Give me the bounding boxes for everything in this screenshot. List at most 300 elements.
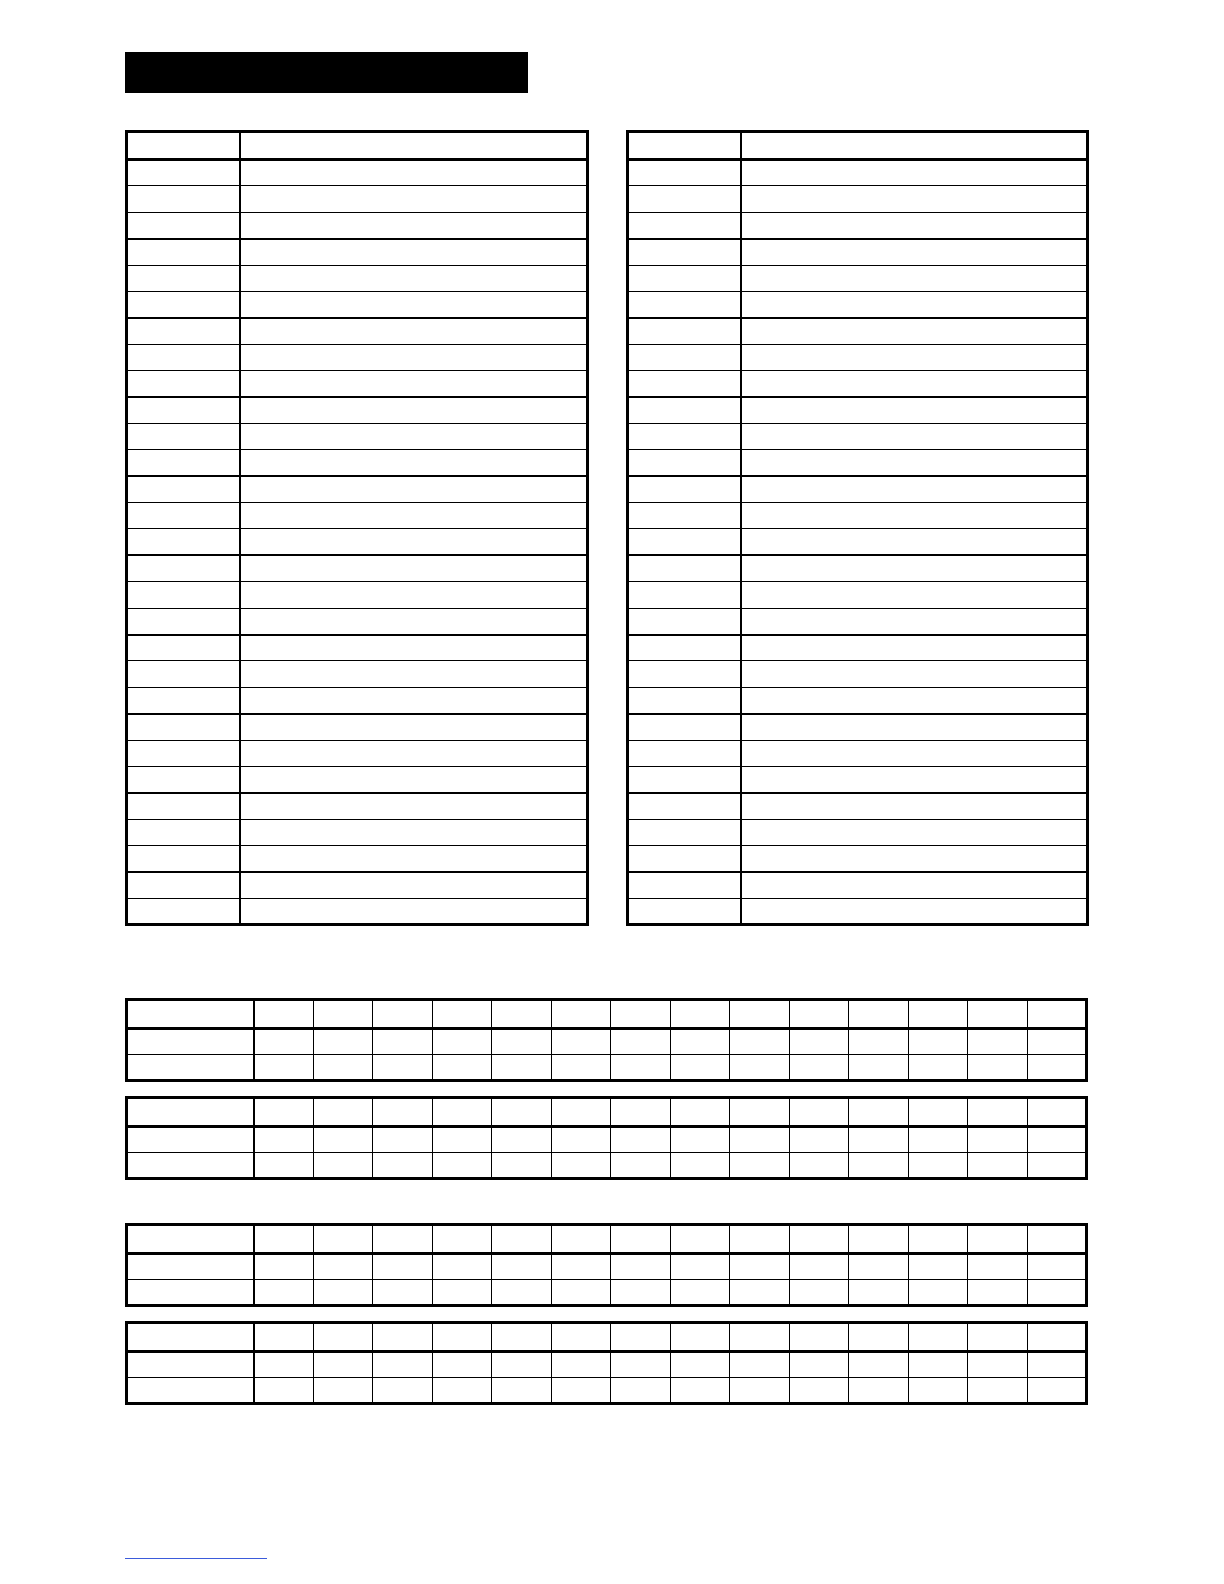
value-cell[interactable] — [373, 1098, 433, 1127]
value-cell[interactable] — [373, 1055, 433, 1081]
value-cell[interactable] — [313, 1225, 373, 1254]
value-cell[interactable] — [432, 1280, 492, 1306]
value-cell[interactable] — [968, 1225, 1028, 1254]
value-cell[interactable] — [492, 1055, 552, 1081]
value-cell[interactable] — [670, 1029, 730, 1055]
entry-cell[interactable] — [240, 476, 588, 502]
entry-cell[interactable] — [127, 714, 240, 740]
value-cell[interactable] — [432, 1055, 492, 1081]
value-cell[interactable] — [1027, 1098, 1087, 1127]
entry-cell[interactable] — [628, 846, 741, 872]
value-cell[interactable] — [908, 1098, 968, 1127]
row-label-cell[interactable] — [127, 1323, 254, 1352]
value-cell[interactable] — [611, 1352, 671, 1378]
value-cell[interactable] — [849, 1000, 909, 1029]
entry-cell[interactable] — [127, 423, 240, 449]
value-cell[interactable] — [968, 1000, 1028, 1029]
entry-cell[interactable] — [741, 582, 1088, 608]
entry-cell[interactable] — [741, 793, 1088, 819]
value-cell[interactable] — [313, 1127, 373, 1153]
value-cell[interactable] — [849, 1029, 909, 1055]
value-cell[interactable] — [551, 1153, 611, 1179]
entry-cell[interactable] — [240, 160, 588, 186]
value-cell[interactable] — [730, 1225, 790, 1254]
value-cell[interactable] — [968, 1254, 1028, 1280]
value-cell[interactable] — [373, 1254, 433, 1280]
value-cell[interactable] — [313, 1323, 373, 1352]
entry-cell[interactable] — [741, 872, 1088, 898]
entry-cell[interactable] — [628, 714, 741, 740]
value-cell[interactable] — [492, 1378, 552, 1404]
entry-cell[interactable] — [628, 872, 741, 898]
entry-cell[interactable] — [628, 529, 741, 555]
value-cell[interactable] — [254, 1280, 314, 1306]
entry-cell[interactable] — [240, 371, 588, 397]
entry-cell[interactable] — [628, 212, 741, 238]
entry-cell[interactable] — [741, 898, 1088, 924]
value-cell[interactable] — [730, 1280, 790, 1306]
value-cell[interactable] — [254, 1098, 314, 1127]
entry-cell[interactable] — [741, 846, 1088, 872]
value-cell[interactable] — [373, 1127, 433, 1153]
value-cell[interactable] — [968, 1153, 1028, 1179]
entry-cell[interactable] — [741, 291, 1088, 317]
entry-cell[interactable] — [741, 503, 1088, 529]
entry-cell[interactable] — [628, 291, 741, 317]
row-label-cell[interactable] — [127, 1280, 254, 1306]
value-cell[interactable] — [670, 1153, 730, 1179]
value-cell[interactable] — [611, 1127, 671, 1153]
value-cell[interactable] — [849, 1280, 909, 1306]
value-cell[interactable] — [1027, 1378, 1087, 1404]
entry-cell[interactable] — [628, 819, 741, 845]
value-cell[interactable] — [789, 1098, 849, 1127]
value-cell[interactable] — [968, 1323, 1028, 1352]
value-cell[interactable] — [551, 1055, 611, 1081]
entry-cell[interactable] — [127, 793, 240, 819]
row-label-cell[interactable] — [127, 1098, 254, 1127]
entry-cell[interactable] — [127, 371, 240, 397]
entry-cell[interactable] — [240, 239, 588, 265]
entry-cell[interactable] — [741, 714, 1088, 740]
value-cell[interactable] — [908, 1225, 968, 1254]
row-label-cell[interactable] — [127, 1000, 254, 1029]
entry-cell[interactable] — [127, 503, 240, 529]
value-cell[interactable] — [611, 1000, 671, 1029]
entry-cell[interactable] — [628, 503, 741, 529]
value-cell[interactable] — [254, 1153, 314, 1179]
value-cell[interactable] — [492, 1153, 552, 1179]
entry-cell[interactable] — [741, 212, 1088, 238]
value-cell[interactable] — [968, 1029, 1028, 1055]
value-cell[interactable] — [611, 1323, 671, 1352]
entry-cell[interactable] — [628, 344, 741, 370]
entry-cell[interactable] — [127, 608, 240, 634]
value-cell[interactable] — [849, 1055, 909, 1081]
value-cell[interactable] — [849, 1098, 909, 1127]
entry-cell[interactable] — [240, 687, 588, 713]
value-cell[interactable] — [670, 1055, 730, 1081]
value-cell[interactable] — [492, 1000, 552, 1029]
entry-cell[interactable] — [240, 872, 588, 898]
value-cell[interactable] — [492, 1323, 552, 1352]
entry-cell[interactable] — [127, 397, 240, 423]
entry-cell[interactable] — [127, 239, 240, 265]
value-cell[interactable] — [908, 1153, 968, 1179]
value-cell[interactable] — [432, 1323, 492, 1352]
value-cell[interactable] — [313, 1352, 373, 1378]
value-cell[interactable] — [1027, 1127, 1087, 1153]
value-cell[interactable] — [313, 1378, 373, 1404]
value-cell[interactable] — [551, 1352, 611, 1378]
value-cell[interactable] — [789, 1225, 849, 1254]
entry-cell[interactable] — [127, 766, 240, 792]
entry-cell[interactable] — [127, 635, 240, 661]
entry-cell[interactable] — [240, 714, 588, 740]
value-cell[interactable] — [730, 1000, 790, 1029]
value-cell[interactable] — [670, 1000, 730, 1029]
value-cell[interactable] — [730, 1352, 790, 1378]
value-cell[interactable] — [254, 1352, 314, 1378]
entry-cell[interactable] — [741, 819, 1088, 845]
entry-cell[interactable] — [741, 608, 1088, 634]
value-cell[interactable] — [611, 1055, 671, 1081]
value-cell[interactable] — [908, 1000, 968, 1029]
value-cell[interactable] — [789, 1254, 849, 1280]
entry-cell[interactable] — [240, 582, 588, 608]
entry-cell[interactable] — [741, 265, 1088, 291]
value-cell[interactable] — [432, 1029, 492, 1055]
row-label-cell[interactable] — [127, 1029, 254, 1055]
entry-cell[interactable] — [240, 212, 588, 238]
entry-cell[interactable] — [240, 423, 588, 449]
value-cell[interactable] — [373, 1352, 433, 1378]
entry-cell[interactable] — [741, 239, 1088, 265]
value-cell[interactable] — [254, 1127, 314, 1153]
value-cell[interactable] — [373, 1000, 433, 1029]
value-cell[interactable] — [373, 1153, 433, 1179]
value-cell[interactable] — [313, 1029, 373, 1055]
value-cell[interactable] — [313, 1098, 373, 1127]
entry-cell[interactable] — [628, 793, 741, 819]
entry-cell[interactable] — [240, 740, 588, 766]
value-cell[interactable] — [908, 1055, 968, 1081]
value-cell[interactable] — [1027, 1225, 1087, 1254]
entry-cell[interactable] — [240, 819, 588, 845]
value-cell[interactable] — [968, 1127, 1028, 1153]
value-cell[interactable] — [849, 1352, 909, 1378]
entry-cell[interactable] — [240, 344, 588, 370]
value-cell[interactable] — [373, 1323, 433, 1352]
value-cell[interactable] — [789, 1378, 849, 1404]
value-cell[interactable] — [432, 1225, 492, 1254]
value-cell[interactable] — [254, 1029, 314, 1055]
entry-cell[interactable] — [741, 635, 1088, 661]
entry-cell[interactable] — [240, 397, 588, 423]
entry-cell[interactable] — [741, 344, 1088, 370]
entry-cell[interactable] — [628, 160, 741, 186]
value-cell[interactable] — [849, 1323, 909, 1352]
entry-cell[interactable] — [240, 265, 588, 291]
value-cell[interactable] — [730, 1378, 790, 1404]
value-cell[interactable] — [254, 1254, 314, 1280]
entry-cell[interactable] — [628, 239, 741, 265]
entry-cell[interactable] — [741, 661, 1088, 687]
entry-cell[interactable] — [628, 265, 741, 291]
value-cell[interactable] — [313, 1055, 373, 1081]
entry-cell[interactable] — [127, 872, 240, 898]
entry-cell[interactable] — [127, 265, 240, 291]
value-cell[interactable] — [670, 1280, 730, 1306]
value-cell[interactable] — [492, 1098, 552, 1127]
value-cell[interactable] — [730, 1153, 790, 1179]
value-cell[interactable] — [849, 1225, 909, 1254]
value-cell[interactable] — [849, 1254, 909, 1280]
entry-cell[interactable] — [240, 608, 588, 634]
value-cell[interactable] — [492, 1225, 552, 1254]
entry-cell[interactable] — [127, 687, 240, 713]
value-cell[interactable] — [313, 1280, 373, 1306]
value-cell[interactable] — [730, 1055, 790, 1081]
entry-cell[interactable] — [240, 661, 588, 687]
entry-cell[interactable] — [240, 635, 588, 661]
value-cell[interactable] — [551, 1323, 611, 1352]
value-cell[interactable] — [1027, 1352, 1087, 1378]
entry-cell[interactable] — [240, 318, 588, 344]
value-cell[interactable] — [670, 1127, 730, 1153]
value-cell[interactable] — [730, 1127, 790, 1153]
value-cell[interactable] — [968, 1352, 1028, 1378]
entry-cell[interactable] — [741, 318, 1088, 344]
value-cell[interactable] — [1027, 1029, 1087, 1055]
value-cell[interactable] — [254, 1000, 314, 1029]
entry-cell[interactable] — [127, 212, 240, 238]
entry-cell[interactable] — [240, 898, 588, 924]
value-cell[interactable] — [730, 1254, 790, 1280]
entry-cell[interactable] — [127, 160, 240, 186]
value-cell[interactable] — [432, 1098, 492, 1127]
value-cell[interactable] — [254, 1225, 314, 1254]
entry-cell[interactable] — [741, 740, 1088, 766]
value-cell[interactable] — [1027, 1000, 1087, 1029]
header-cell[interactable] — [127, 132, 240, 160]
row-label-cell[interactable] — [127, 1352, 254, 1378]
header-cell[interactable] — [240, 132, 588, 160]
value-cell[interactable] — [908, 1127, 968, 1153]
value-cell[interactable] — [254, 1378, 314, 1404]
entry-cell[interactable] — [127, 529, 240, 555]
value-cell[interactable] — [1027, 1254, 1087, 1280]
entry-cell[interactable] — [127, 819, 240, 845]
value-cell[interactable] — [908, 1280, 968, 1306]
value-cell[interactable] — [789, 1280, 849, 1306]
entry-cell[interactable] — [127, 740, 240, 766]
value-cell[interactable] — [968, 1055, 1028, 1081]
value-cell[interactable] — [789, 1000, 849, 1029]
entry-cell[interactable] — [741, 766, 1088, 792]
entry-cell[interactable] — [240, 503, 588, 529]
value-cell[interactable] — [849, 1378, 909, 1404]
value-cell[interactable] — [730, 1323, 790, 1352]
entry-cell[interactable] — [127, 186, 240, 212]
value-cell[interactable] — [432, 1127, 492, 1153]
entry-cell[interactable] — [628, 740, 741, 766]
value-cell[interactable] — [1027, 1153, 1087, 1179]
value-cell[interactable] — [551, 1254, 611, 1280]
value-cell[interactable] — [313, 1000, 373, 1029]
entry-cell[interactable] — [628, 635, 741, 661]
value-cell[interactable] — [670, 1098, 730, 1127]
entry-cell[interactable] — [127, 344, 240, 370]
value-cell[interactable] — [908, 1378, 968, 1404]
entry-cell[interactable] — [741, 555, 1088, 581]
entry-cell[interactable] — [741, 423, 1088, 449]
value-cell[interactable] — [908, 1352, 968, 1378]
value-cell[interactable] — [432, 1254, 492, 1280]
entry-cell[interactable] — [127, 555, 240, 581]
row-label-cell[interactable] — [127, 1225, 254, 1254]
entry-cell[interactable] — [628, 371, 741, 397]
entry-cell[interactable] — [240, 529, 588, 555]
value-cell[interactable] — [313, 1254, 373, 1280]
value-cell[interactable] — [551, 1127, 611, 1153]
row-label-cell[interactable] — [127, 1254, 254, 1280]
value-cell[interactable] — [492, 1280, 552, 1306]
entry-cell[interactable] — [127, 582, 240, 608]
value-cell[interactable] — [849, 1153, 909, 1179]
value-cell[interactable] — [611, 1378, 671, 1404]
row-label-cell[interactable] — [127, 1055, 254, 1081]
header-cell[interactable] — [628, 132, 741, 160]
entry-cell[interactable] — [628, 450, 741, 476]
entry-cell[interactable] — [127, 476, 240, 502]
value-cell[interactable] — [789, 1323, 849, 1352]
value-cell[interactable] — [789, 1029, 849, 1055]
entry-cell[interactable] — [628, 555, 741, 581]
entry-cell[interactable] — [127, 898, 240, 924]
row-label-cell[interactable] — [127, 1127, 254, 1153]
entry-cell[interactable] — [741, 476, 1088, 502]
value-cell[interactable] — [908, 1323, 968, 1352]
value-cell[interactable] — [1027, 1323, 1087, 1352]
entry-cell[interactable] — [628, 898, 741, 924]
header-cell[interactable] — [741, 132, 1088, 160]
value-cell[interactable] — [492, 1127, 552, 1153]
entry-cell[interactable] — [628, 423, 741, 449]
row-label-cell[interactable] — [127, 1378, 254, 1404]
value-cell[interactable] — [968, 1098, 1028, 1127]
value-cell[interactable] — [551, 1000, 611, 1029]
entry-cell[interactable] — [628, 397, 741, 423]
entry-cell[interactable] — [741, 529, 1088, 555]
value-cell[interactable] — [789, 1153, 849, 1179]
entry-cell[interactable] — [240, 186, 588, 212]
entry-cell[interactable] — [741, 371, 1088, 397]
entry-cell[interactable] — [741, 160, 1088, 186]
value-cell[interactable] — [432, 1352, 492, 1378]
value-cell[interactable] — [254, 1323, 314, 1352]
value-cell[interactable] — [611, 1029, 671, 1055]
value-cell[interactable] — [789, 1055, 849, 1081]
entry-cell[interactable] — [240, 766, 588, 792]
value-cell[interactable] — [908, 1254, 968, 1280]
value-cell[interactable] — [849, 1127, 909, 1153]
value-cell[interactable] — [789, 1352, 849, 1378]
value-cell[interactable] — [432, 1000, 492, 1029]
entry-cell[interactable] — [240, 555, 588, 581]
entry-cell[interactable] — [240, 846, 588, 872]
value-cell[interactable] — [611, 1280, 671, 1306]
value-cell[interactable] — [432, 1378, 492, 1404]
value-cell[interactable] — [551, 1029, 611, 1055]
value-cell[interactable] — [551, 1098, 611, 1127]
entry-cell[interactable] — [127, 846, 240, 872]
value-cell[interactable] — [670, 1378, 730, 1404]
value-cell[interactable] — [670, 1352, 730, 1378]
value-cell[interactable] — [968, 1378, 1028, 1404]
value-cell[interactable] — [313, 1153, 373, 1179]
entry-cell[interactable] — [741, 397, 1088, 423]
value-cell[interactable] — [670, 1254, 730, 1280]
value-cell[interactable] — [432, 1153, 492, 1179]
entry-cell[interactable] — [628, 608, 741, 634]
value-cell[interactable] — [611, 1254, 671, 1280]
value-cell[interactable] — [611, 1098, 671, 1127]
entry-cell[interactable] — [628, 687, 741, 713]
value-cell[interactable] — [492, 1352, 552, 1378]
value-cell[interactable] — [551, 1225, 611, 1254]
value-cell[interactable] — [730, 1029, 790, 1055]
entry-cell[interactable] — [127, 318, 240, 344]
entry-cell[interactable] — [127, 291, 240, 317]
row-label-cell[interactable] — [127, 1153, 254, 1179]
entry-cell[interactable] — [628, 582, 741, 608]
value-cell[interactable] — [492, 1029, 552, 1055]
entry-cell[interactable] — [240, 793, 588, 819]
entry-cell[interactable] — [628, 766, 741, 792]
value-cell[interactable] — [908, 1029, 968, 1055]
value-cell[interactable] — [968, 1280, 1028, 1306]
value-cell[interactable] — [1027, 1055, 1087, 1081]
entry-cell[interactable] — [741, 450, 1088, 476]
entry-cell[interactable] — [628, 318, 741, 344]
value-cell[interactable] — [730, 1098, 790, 1127]
value-cell[interactable] — [373, 1029, 433, 1055]
entry-cell[interactable] — [127, 450, 240, 476]
value-cell[interactable] — [254, 1055, 314, 1081]
entry-cell[interactable] — [127, 661, 240, 687]
entry-cell[interactable] — [628, 661, 741, 687]
value-cell[interactable] — [611, 1225, 671, 1254]
value-cell[interactable] — [789, 1127, 849, 1153]
value-cell[interactable] — [373, 1378, 433, 1404]
value-cell[interactable] — [611, 1153, 671, 1179]
value-cell[interactable] — [373, 1280, 433, 1306]
entry-cell[interactable] — [628, 476, 741, 502]
value-cell[interactable] — [670, 1323, 730, 1352]
value-cell[interactable] — [551, 1378, 611, 1404]
value-cell[interactable] — [373, 1225, 433, 1254]
entry-cell[interactable] — [741, 687, 1088, 713]
value-cell[interactable] — [551, 1280, 611, 1306]
entry-cell[interactable] — [240, 450, 588, 476]
entry-cell[interactable] — [741, 186, 1088, 212]
value-cell[interactable] — [492, 1254, 552, 1280]
entry-cell[interactable] — [628, 186, 741, 212]
value-cell[interactable] — [670, 1225, 730, 1254]
entry-cell[interactable] — [240, 291, 588, 317]
value-cell[interactable] — [1027, 1280, 1087, 1306]
